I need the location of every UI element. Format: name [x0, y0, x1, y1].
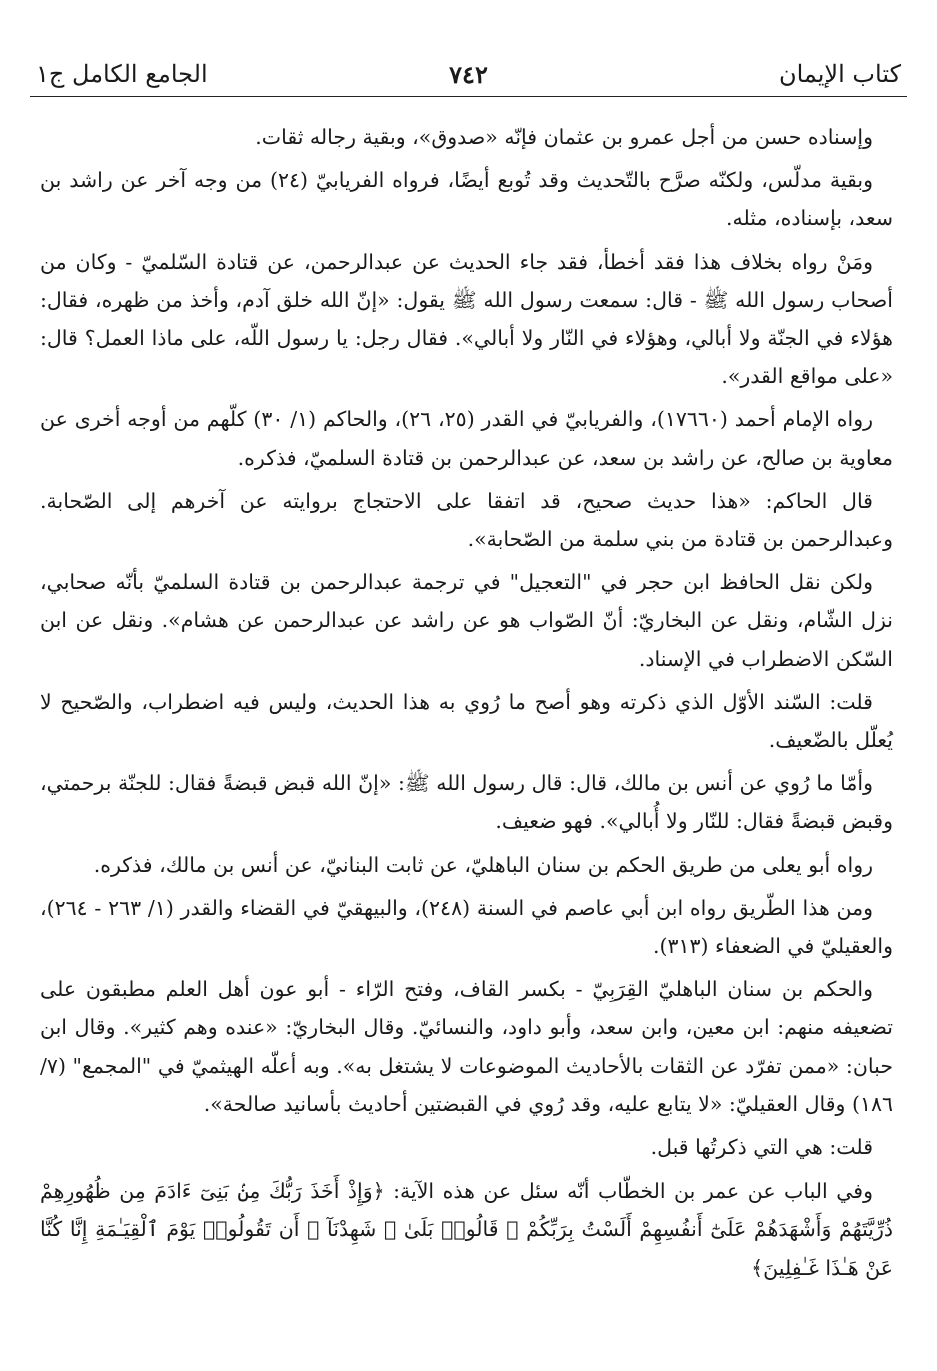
paragraph: وأمّا ما رُوي عن أنس بن مالك، قال: قال رسول الله ﷺ: «إنّ الله قبض قبضةً فقال: للجنّة برحمتي، وقبض قبضةً فقال: للنّار ولا أُبالي». فهو ضعيف.	[40, 771, 893, 834]
book-title: الجامع الكامل ج١	[36, 60, 208, 88]
paragraph: وإسناده حسن من أجل عمرو بن عثمان فإنّه «صدوق»، وبقية رجاله ثقات.	[255, 125, 873, 149]
paragraph: قلت: السّند الأوّل الذي ذكرته وهو أصح ما رُوي به هذا الحديث، وليس فيه اضطراب، والصّحيح لا يُعلّل بالضّعيف.	[40, 689, 893, 753]
page-body	[40, 118, 893, 1292]
quran-paragraph	[40, 1172, 893, 1287]
quran-verse: ﴿وَإِذْ أَخَذَ رَبُّكَ مِنۢ بَنِىٓ ءَادَمَ مِن ظُهُورِهِمْ ذُرِّيَّتَهُمْ وَأَشْهَدَهُمْ عَلَىٰٓ أَنفُسِهِمْ أَلَسْتُ بِرَبِّكُمْ ۖ قَالُوا۟ بَلَىٰ ۛ شَهِدْنَآ ۛ أَن تَقُولُوا۟ يَوْمَ ٱلْقِيَـٰمَةِ إِنَّا كُنَّا عَنْ هَـٰذَا غَـٰفِلِينَ﴾	[40, 1179, 893, 1280]
paragraph: قلت: هي التي ذكرتُها قبل.	[650, 1135, 873, 1160]
paragraph: رواه الإمام أحمد (١٧٦٦٠)، والفريابيّ في القدر (٢٥، ٢٦)، والحاكم (١/ ٣٠) كلّهم من أوجه أخرى عن معاوية بن صالح، عن راشد بن سعد، عن عبدالرحمن بن قتادة السلميّ، فذكره.	[40, 407, 893, 470]
paragraph: قال الحاكم: «هذا حديث صحيح، قد اتفقا على الاحتجاج بروايته عن آخرهم إلى الصّحابة. وعبدالرحمن بن قتادة من بني سلمة من الصّحابة».	[40, 488, 893, 552]
running-header	[30, 56, 907, 97]
paragraph: رواه أبو يعلى من طريق الحكم بن سنان الباهليّ، عن ثابت البنانيّ، عن أنس بن مالك، فذكره.	[93, 852, 873, 877]
quran-intro: وفي الباب عن عمر بن الخطّاب أنّه سئل عن هذه الآية:	[384, 1179, 873, 1204]
paragraph: ومن هذا الطّريق رواه ابن أبي عاصم في السنة (٢٤٨)، والبيهقيّ في القضاء والقدر (١/ ٢٦٣ - ٢٦٤)، والعقيليّ في الضعفاء (٣١٣).	[40, 895, 893, 959]
paragraph: والحكم بن سنان الباهليّ القِرَبِيّ - بكسر القاف، وفتح الرّاء - أبو عون أهل العلم مطبقون على تضعيفه منهم: ابن معين، وابن سعد، وأبو داود، والنسائيّ. وقال البخاريّ: «عنده وهم كثير». وقال ابن حبان: «ممن تفرّد عن الثقات بالأحاديث الموضوعات لا يشتغل به». وبه أعلّه الهيثميّ في "المجمع" (٧/ ١٨٦) وقال العقيليّ: «لا يتابع عليه، وقد رُوي في القبضتين أحاديث بأسانيد صالحة».	[40, 977, 893, 1116]
paragraph: ولكن نقل الحافظ ابن حجر في "التعجيل" في ترجمة عبدالرحمن بن قتادة السلميّ بأنّه صحابي، نزل الشّام، ونقل عن البخاريّ: أنّ الصّواب هو عن راشد عن عبدالرحمن عن هشام». ونقل عن ابن السّكن الاضطراب في الإسناد.	[40, 570, 893, 671]
paragraph: وبقية مدلّس، ولكنّه صرَّح بالتّحديث وقد تُوبع أيضًا، فرواه الفريابيّ (٢٤) من وجه آخر عن راشد بن سعد، بإسناده، مثله.	[40, 168, 893, 231]
page-number: ٧٤٢	[449, 60, 488, 89]
paragraph: ومَنْ رواه بخلاف هذا فقد أخطأ، فقد جاء الحديث عن عبدالرحمن، عن قتادة السّلميّ - وكان من أصحاب رسول الله ﷺ - قال: سمعت رسول الله ﷺ يقول: «إنّ الله خلق آدم، وأخذ من ظهره، فقال: هؤلاء في الجنّة ولا أبالي، وهؤلاء في النّار ولا أبالي». فقال رجل: يا رسول اللّه، على ماذا العمل؟ قال: «على مواقع القدر».	[40, 249, 893, 389]
chapter-title: كتاب الإيمان	[778, 60, 901, 88]
